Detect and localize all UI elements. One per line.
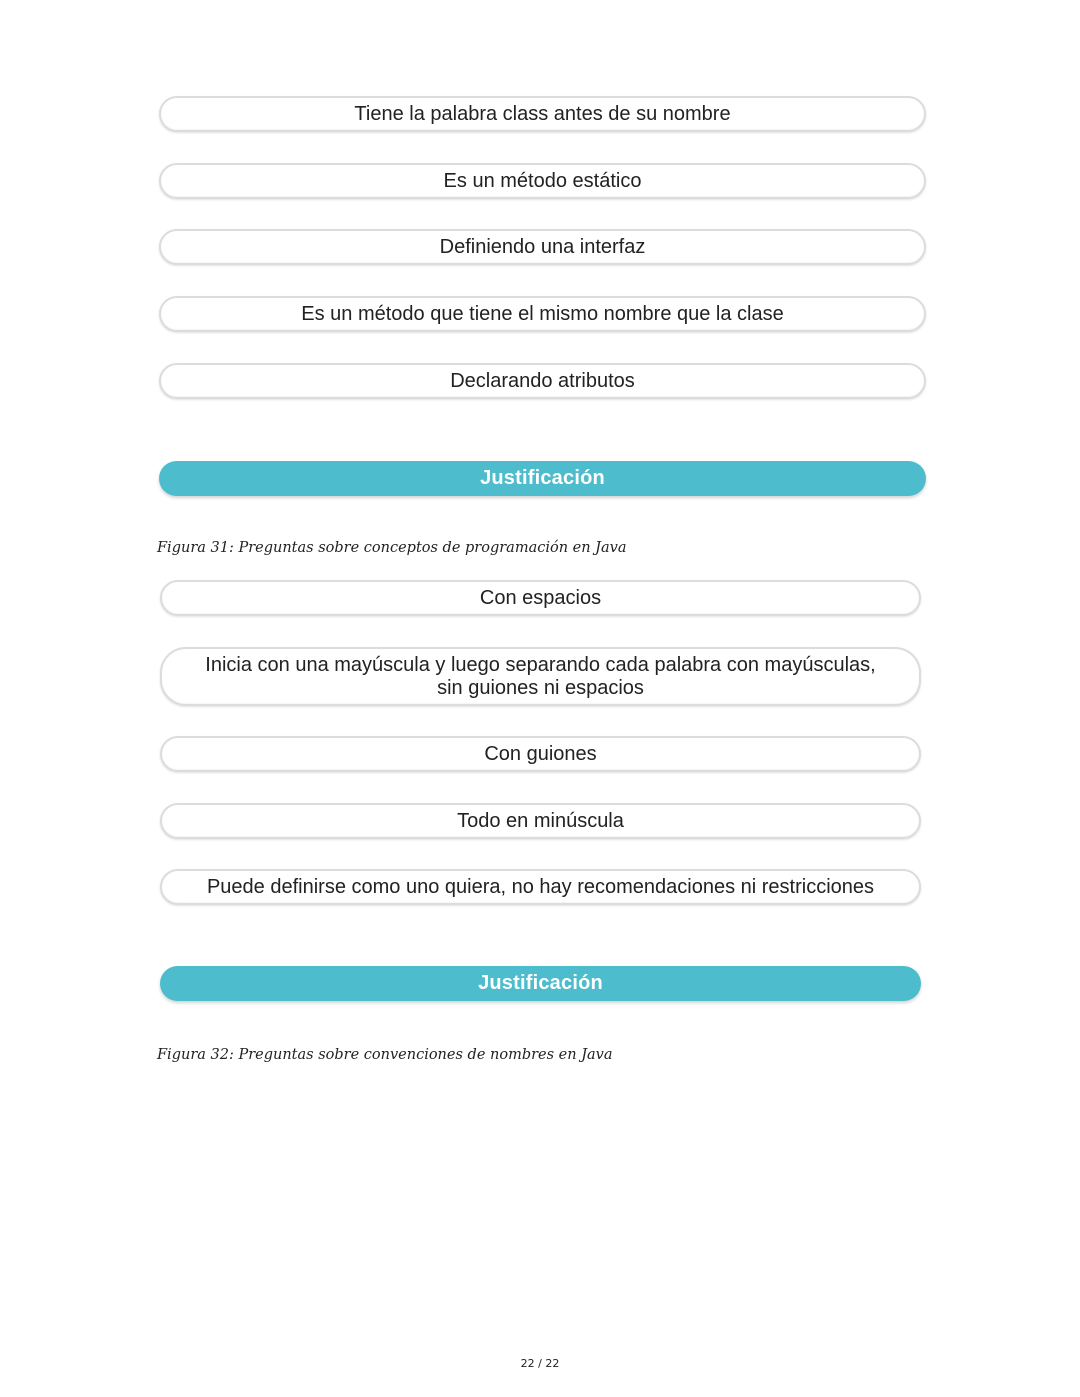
answer-option[interactable]: Declarando atributos [159, 363, 926, 399]
answer-option[interactable]: Es un método que tiene el mismo nombre que la clase [159, 296, 926, 332]
answer-option[interactable]: Es un método estático [159, 163, 926, 199]
answer-option[interactable]: Puede definirse como uno quiera, no hay recomendaciones ni restricciones [160, 869, 921, 905]
answer-option[interactable]: Con espacios [160, 580, 921, 616]
answer-option[interactable]: Con guiones [160, 736, 921, 772]
answer-option[interactable]: Definiendo una interfaz [159, 229, 926, 265]
answer-option[interactable]: Tiene la palabra class antes de su nombre [159, 96, 926, 132]
page-number: 22 / 22 [520, 1357, 560, 1370]
answer-option[interactable]: Todo en minúscula [160, 803, 921, 839]
justification-button[interactable]: Justificación [159, 461, 926, 496]
figure-caption: Figura 32: Preguntas sobre convenciones de nombres en Java [157, 1047, 613, 1063]
answer-option[interactable]: Inicia con una mayúscula y luego separando cada palabra con mayúsculas, sin guiones ni espacios [160, 647, 921, 706]
justification-button[interactable]: Justificación [160, 966, 921, 1001]
figure-caption: Figura 31: Preguntas sobre conceptos de programación en Java [157, 540, 627, 556]
